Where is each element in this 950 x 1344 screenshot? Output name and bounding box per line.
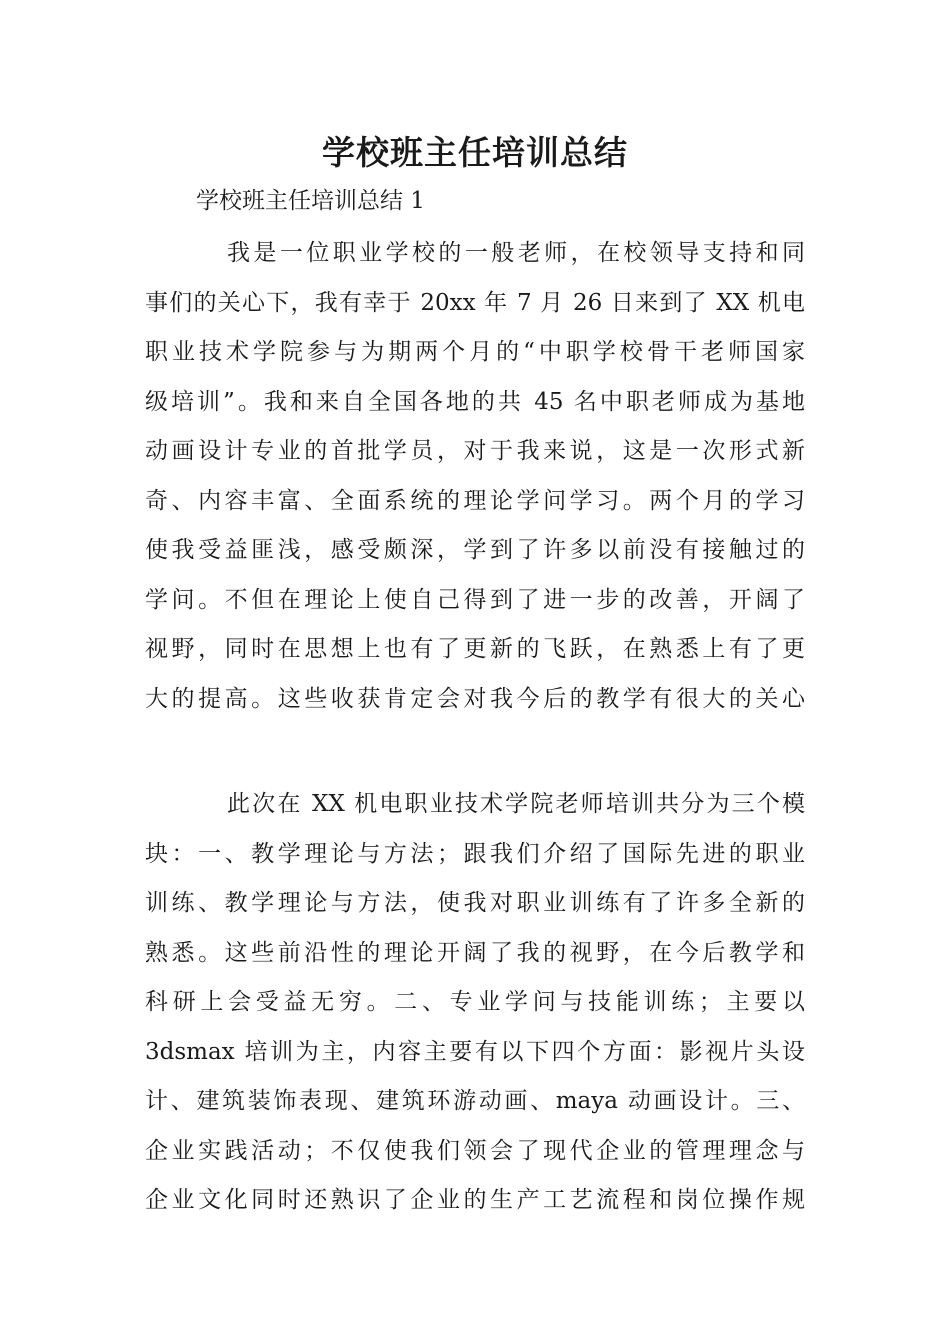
- paragraph-2: [145, 780, 805, 1226]
- paragraph-line: 熟悉。这些前沿性的理论开阔了我的视野，在今后教学和: [145, 939, 805, 966]
- paragraph-1: [145, 229, 805, 724]
- paragraph-line: 计、建筑装饰表现、建筑环游动画、maya 动画设计。三、: [145, 1088, 805, 1114]
- paragraph-line: 我是一位职业学校的一般老师，在校领导支持和同: [227, 240, 805, 266]
- paragraph-line: 使我受益匪浅，感受颇深，学到了许多以前没有接触过的: [145, 537, 805, 563]
- paragraph-line: 企业文化同时还熟识了企业的生产工艺流程和岗位操作规: [145, 1187, 805, 1213]
- document-title: 学校班主任培训总结: [322, 133, 628, 172]
- paragraph-line: 3dsmax 培训为主，内容主要有以下四个方面：影视片头设: [145, 1038, 805, 1065]
- paragraph-line: 训练、教学理论与方法，使我对职业训练有了许多全新的: [145, 890, 805, 916]
- paragraph-line: 动画设计专业的首批学员，对于我来说，这是一次形式新: [145, 438, 805, 464]
- paragraph-line: 级培训”。我和来自全国各地的共 45 名中职老师成为基地: [145, 388, 805, 415]
- paragraph-line: 块：一、教学理论与方法；跟我们介绍了国际先进的职业: [145, 840, 805, 867]
- paragraph-line: 学问。不但在理论上使自己得到了进一步的改善，开阔了: [145, 586, 805, 613]
- document-subtitle: 学校班主任培训总结 1: [196, 188, 425, 214]
- paragraph-line: 职业技术学院参与为期两个月的“中职学校骨干老师国家: [145, 339, 805, 365]
- paragraph-line: 科研上会受益无穷。二、专业学问与技能训练；主要以: [145, 989, 805, 1015]
- paragraph-line: 企业实践活动；不仅使我们领会了现代企业的管理理念与: [145, 1137, 805, 1164]
- paragraph-line: 奇、内容丰富、全面系统的理论学问学习。两个月的学习: [145, 487, 805, 514]
- paragraph-line: 事们的关心下，我有幸于 20xx 年 7 月 26 日来到了 XX 机电: [145, 289, 805, 316]
- paragraph-line: 大的提高。这些收获肯定会对我今后的教学有很大的关心: [145, 685, 805, 712]
- paragraph-line: 视野，同时在思想上也有了更新的飞跃，在熟悉上有了更: [145, 636, 805, 662]
- paragraph-line: 此次在 XX 机电职业技术学院老师培训共分为三个模: [227, 791, 805, 817]
